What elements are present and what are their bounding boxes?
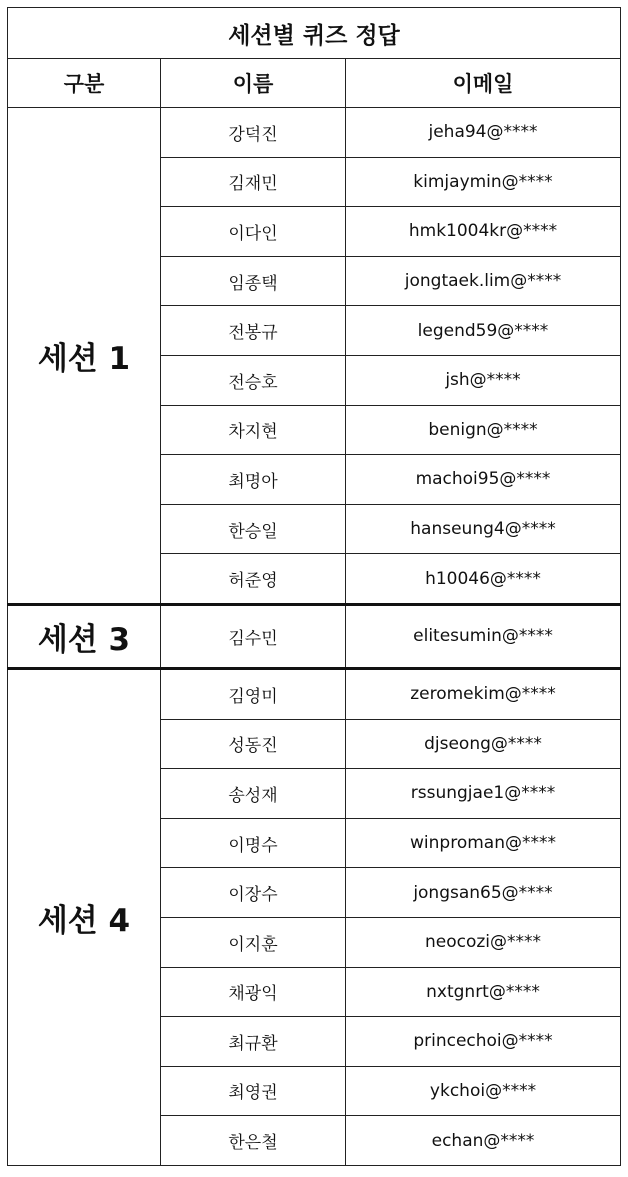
participant-email: jongtaek.lim@**** bbox=[346, 256, 621, 306]
table-row bbox=[8, 604, 621, 668]
quiz-answer-table bbox=[7, 7, 621, 1166]
group-label: 세션 1 bbox=[8, 108, 161, 605]
header-name: 이름 bbox=[161, 59, 346, 108]
participant-email: rssungjae1@**** bbox=[346, 769, 621, 819]
participant-email: elitesumin@**** bbox=[346, 604, 621, 668]
participant-name: 이다인 bbox=[161, 207, 346, 257]
participant-email: nxtgnrt@**** bbox=[346, 967, 621, 1017]
header-row bbox=[8, 59, 621, 108]
participant-name: 한승일 bbox=[161, 504, 346, 554]
participant-email: princechoi@**** bbox=[346, 1017, 621, 1067]
participant-name: 김재민 bbox=[161, 157, 346, 207]
participant-name: 전봉규 bbox=[161, 306, 346, 356]
title-row bbox=[8, 8, 621, 59]
header-group: 구분 bbox=[8, 59, 161, 108]
table-title: 세션별 퀴즈 정답 bbox=[8, 8, 621, 59]
participant-name: 성동진 bbox=[161, 719, 346, 769]
participant-email: hmk1004kr@**** bbox=[346, 207, 621, 257]
table-body bbox=[8, 8, 621, 1166]
participant-email: hanseung4@**** bbox=[346, 504, 621, 554]
participant-name: 최영권 bbox=[161, 1066, 346, 1116]
participant-name: 최규환 bbox=[161, 1017, 346, 1067]
participant-email: echan@**** bbox=[346, 1116, 621, 1166]
table-row bbox=[8, 108, 621, 158]
participant-name: 채광익 bbox=[161, 967, 346, 1017]
participant-name: 임종택 bbox=[161, 256, 346, 306]
participant-name: 김영미 bbox=[161, 668, 346, 719]
participant-name: 강덕진 bbox=[161, 108, 346, 158]
header-email: 이메일 bbox=[346, 59, 621, 108]
participant-name: 김수민 bbox=[161, 604, 346, 668]
participant-email: zeromekim@**** bbox=[346, 668, 621, 719]
participant-name: 이명수 bbox=[161, 818, 346, 868]
participant-name: 이지훈 bbox=[161, 917, 346, 967]
participant-email: ykchoi@**** bbox=[346, 1066, 621, 1116]
participant-name: 허준영 bbox=[161, 554, 346, 605]
participant-email: benign@**** bbox=[346, 405, 621, 455]
participant-email: legend59@**** bbox=[346, 306, 621, 356]
participant-name: 한은철 bbox=[161, 1116, 346, 1166]
participant-email: machoi95@**** bbox=[346, 455, 621, 505]
participant-name: 송성재 bbox=[161, 769, 346, 819]
participant-email: jeha94@**** bbox=[346, 108, 621, 158]
participant-email: neocozi@**** bbox=[346, 917, 621, 967]
participant-name: 이장수 bbox=[161, 868, 346, 918]
group-label: 세션 4 bbox=[8, 668, 161, 1165]
participant-email: jongsan65@**** bbox=[346, 868, 621, 918]
table-row bbox=[8, 668, 621, 719]
participant-email: winproman@**** bbox=[346, 818, 621, 868]
participant-email: kimjaymin@**** bbox=[346, 157, 621, 207]
participant-email: jsh@**** bbox=[346, 355, 621, 405]
participant-email: h10046@**** bbox=[346, 554, 621, 605]
participant-name: 차지현 bbox=[161, 405, 346, 455]
participant-email: djseong@**** bbox=[346, 719, 621, 769]
group-label: 세션 3 bbox=[8, 604, 161, 668]
participant-name: 전승호 bbox=[161, 355, 346, 405]
participant-name: 최명아 bbox=[161, 455, 346, 505]
